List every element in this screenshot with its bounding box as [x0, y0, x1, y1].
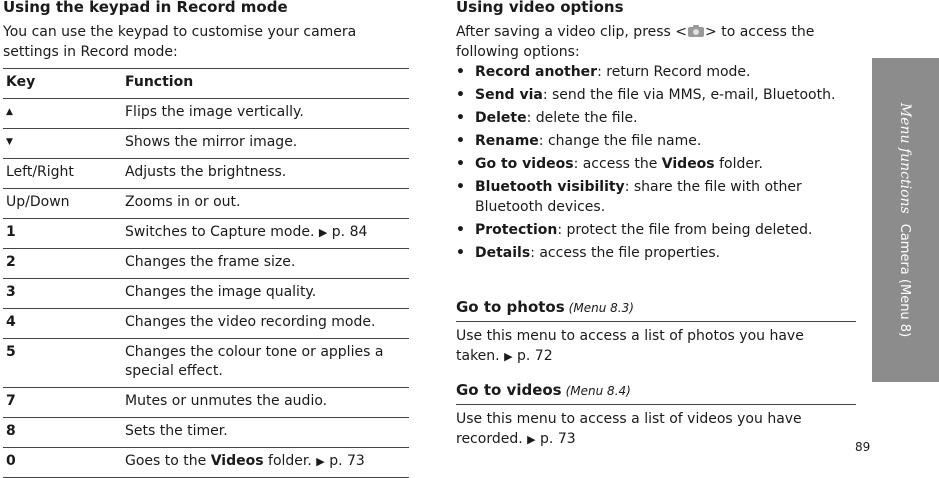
list-item	[456, 62, 856, 82]
key-cell: Up/Down	[6, 194, 70, 210]
option-name: Go to videos	[475, 156, 574, 172]
videos-folder-name: Videos	[661, 156, 715, 172]
function-cell: Zooms in or out.	[125, 194, 241, 210]
function-cell: Changes the image quality.	[125, 284, 317, 300]
option-name: Bluetooth visibility	[475, 179, 625, 195]
section-title: Go to videos	[456, 381, 562, 399]
key-cell: 8	[6, 423, 16, 439]
table-row	[3, 129, 409, 159]
function-cell	[122, 219, 409, 249]
menu-ref: (Menu 8.4)	[565, 384, 631, 398]
option-desc: : share the file with other Bluetooth devices.	[475, 179, 802, 215]
function-cell: Mutes or unmutes the audio.	[125, 393, 328, 409]
page-ref-arrow-icon: ▶	[316, 455, 325, 468]
videos-folder-name: Videos	[210, 453, 264, 469]
left-intro: You can use the keypad to customise your camera settings in Record mode:	[3, 24, 357, 60]
page-ref-arrow-icon: ▶	[527, 433, 536, 446]
left-heading: Using the keypad in Record mode	[3, 0, 288, 16]
page-number: 89	[855, 440, 871, 454]
divider	[456, 404, 856, 405]
divider	[456, 321, 856, 322]
table-row	[3, 189, 409, 219]
function-text: Switches to Capture mode.	[125, 224, 315, 240]
option-name: Delete	[475, 110, 527, 126]
option-desc: : access the file properties.	[530, 245, 721, 261]
key-cell: 3	[6, 284, 16, 300]
go-to-videos-text	[456, 409, 846, 450]
header-function: Function	[125, 74, 194, 90]
bullet: •	[456, 110, 465, 126]
option-name: Details	[475, 245, 531, 261]
key-cell: 5	[6, 344, 16, 360]
section-sidebar	[872, 58, 939, 382]
function-cell: Changes the frame size.	[125, 254, 296, 270]
table-row	[3, 279, 409, 309]
function-cell: Flips the image vertically.	[125, 104, 304, 120]
page-ref: p. 73	[540, 431, 576, 447]
page-ref: p. 72	[517, 348, 553, 364]
key-down-triangle: ▼	[6, 137, 13, 147]
go-to-videos-heading	[456, 381, 631, 399]
bullet: •	[456, 179, 465, 195]
page-ref: p. 84	[331, 224, 368, 240]
section-text: Use this menu to access a list of videos you have recorded.	[456, 411, 802, 447]
function-cell: Changes the video recording mode.	[125, 314, 376, 330]
key-cell: 2	[6, 254, 16, 270]
table-header-row	[3, 69, 409, 99]
key-up-triangle: ▲	[6, 107, 13, 117]
go-to-photos-heading	[456, 298, 634, 316]
key-cell: 4	[6, 314, 16, 330]
table-row	[3, 418, 409, 448]
list-item	[456, 243, 856, 263]
table-row	[3, 388, 409, 418]
list-item	[456, 154, 856, 174]
option-desc: : change the file name.	[538, 133, 702, 149]
key-cell: 1	[6, 224, 16, 240]
function-cell: Sets the timer.	[125, 423, 228, 439]
bullet: •	[456, 87, 465, 103]
table-row	[3, 99, 409, 129]
function-text: Goes to the	[125, 453, 211, 469]
intro-text: After saving a video clip, press <	[456, 24, 688, 40]
bullet: •	[456, 245, 465, 261]
list-item	[456, 177, 856, 217]
option-name: Send via	[475, 87, 543, 103]
sidebar-subsection: Camera (Menu 8)	[897, 223, 912, 338]
list-item	[456, 85, 856, 105]
right-heading: Using video options	[456, 0, 624, 16]
header-key: Key	[6, 74, 36, 90]
option-desc: : access the	[573, 156, 662, 172]
option-name: Protection	[475, 222, 558, 238]
intro-text: > to access the following options:	[456, 24, 815, 60]
option-desc: : protect the file from being deleted.	[557, 222, 813, 238]
bullet: •	[456, 64, 465, 80]
list-item	[456, 131, 856, 151]
video-options-list	[456, 62, 856, 266]
function-text: folder.	[263, 453, 312, 469]
list-item	[456, 220, 856, 240]
option-name: Rename	[475, 133, 539, 149]
option-desc: : return Record mode.	[597, 64, 751, 80]
right-intro	[456, 22, 846, 62]
sidebar-label	[897, 103, 913, 337]
bullet: •	[456, 222, 465, 238]
bullet: •	[456, 133, 465, 149]
section-text: Use this menu to access a list of photos you have taken.	[456, 328, 804, 364]
key-cell: 7	[6, 393, 16, 409]
table-row	[3, 219, 409, 249]
function-cell	[122, 448, 409, 478]
table-row	[3, 159, 409, 189]
option-desc: : send the file via MMS, e-mail, Bluetooth.	[542, 87, 836, 103]
section-title: Go to photos	[456, 298, 565, 316]
go-to-photos-text	[456, 326, 846, 367]
bullet: •	[456, 156, 465, 172]
option-name: Record another	[475, 64, 598, 80]
keypad-table	[3, 68, 409, 478]
function-cell: Shows the mirror image.	[125, 134, 298, 150]
menu-ref: (Menu 8.3)	[568, 301, 634, 315]
table-row	[3, 448, 409, 478]
page-ref-arrow-icon: ▶	[318, 226, 328, 239]
sidebar-section: Menu functions	[897, 102, 913, 214]
camera-options-icon	[687, 24, 705, 38]
option-desc: folder.	[714, 156, 763, 172]
page-ref: p. 73	[329, 453, 365, 469]
table-row	[3, 309, 409, 339]
table-row	[3, 249, 409, 279]
function-cell: Adjusts the brightness.	[125, 164, 287, 180]
list-item	[456, 108, 856, 128]
key-cell: Left/Right	[6, 164, 74, 180]
function-cell: Changes the colour tone or applies a special effect.	[125, 344, 384, 379]
key-cell: 0	[6, 453, 16, 469]
option-desc: : delete the file.	[526, 110, 638, 126]
page-ref-arrow-icon: ▶	[504, 350, 513, 363]
table-row	[3, 339, 409, 388]
